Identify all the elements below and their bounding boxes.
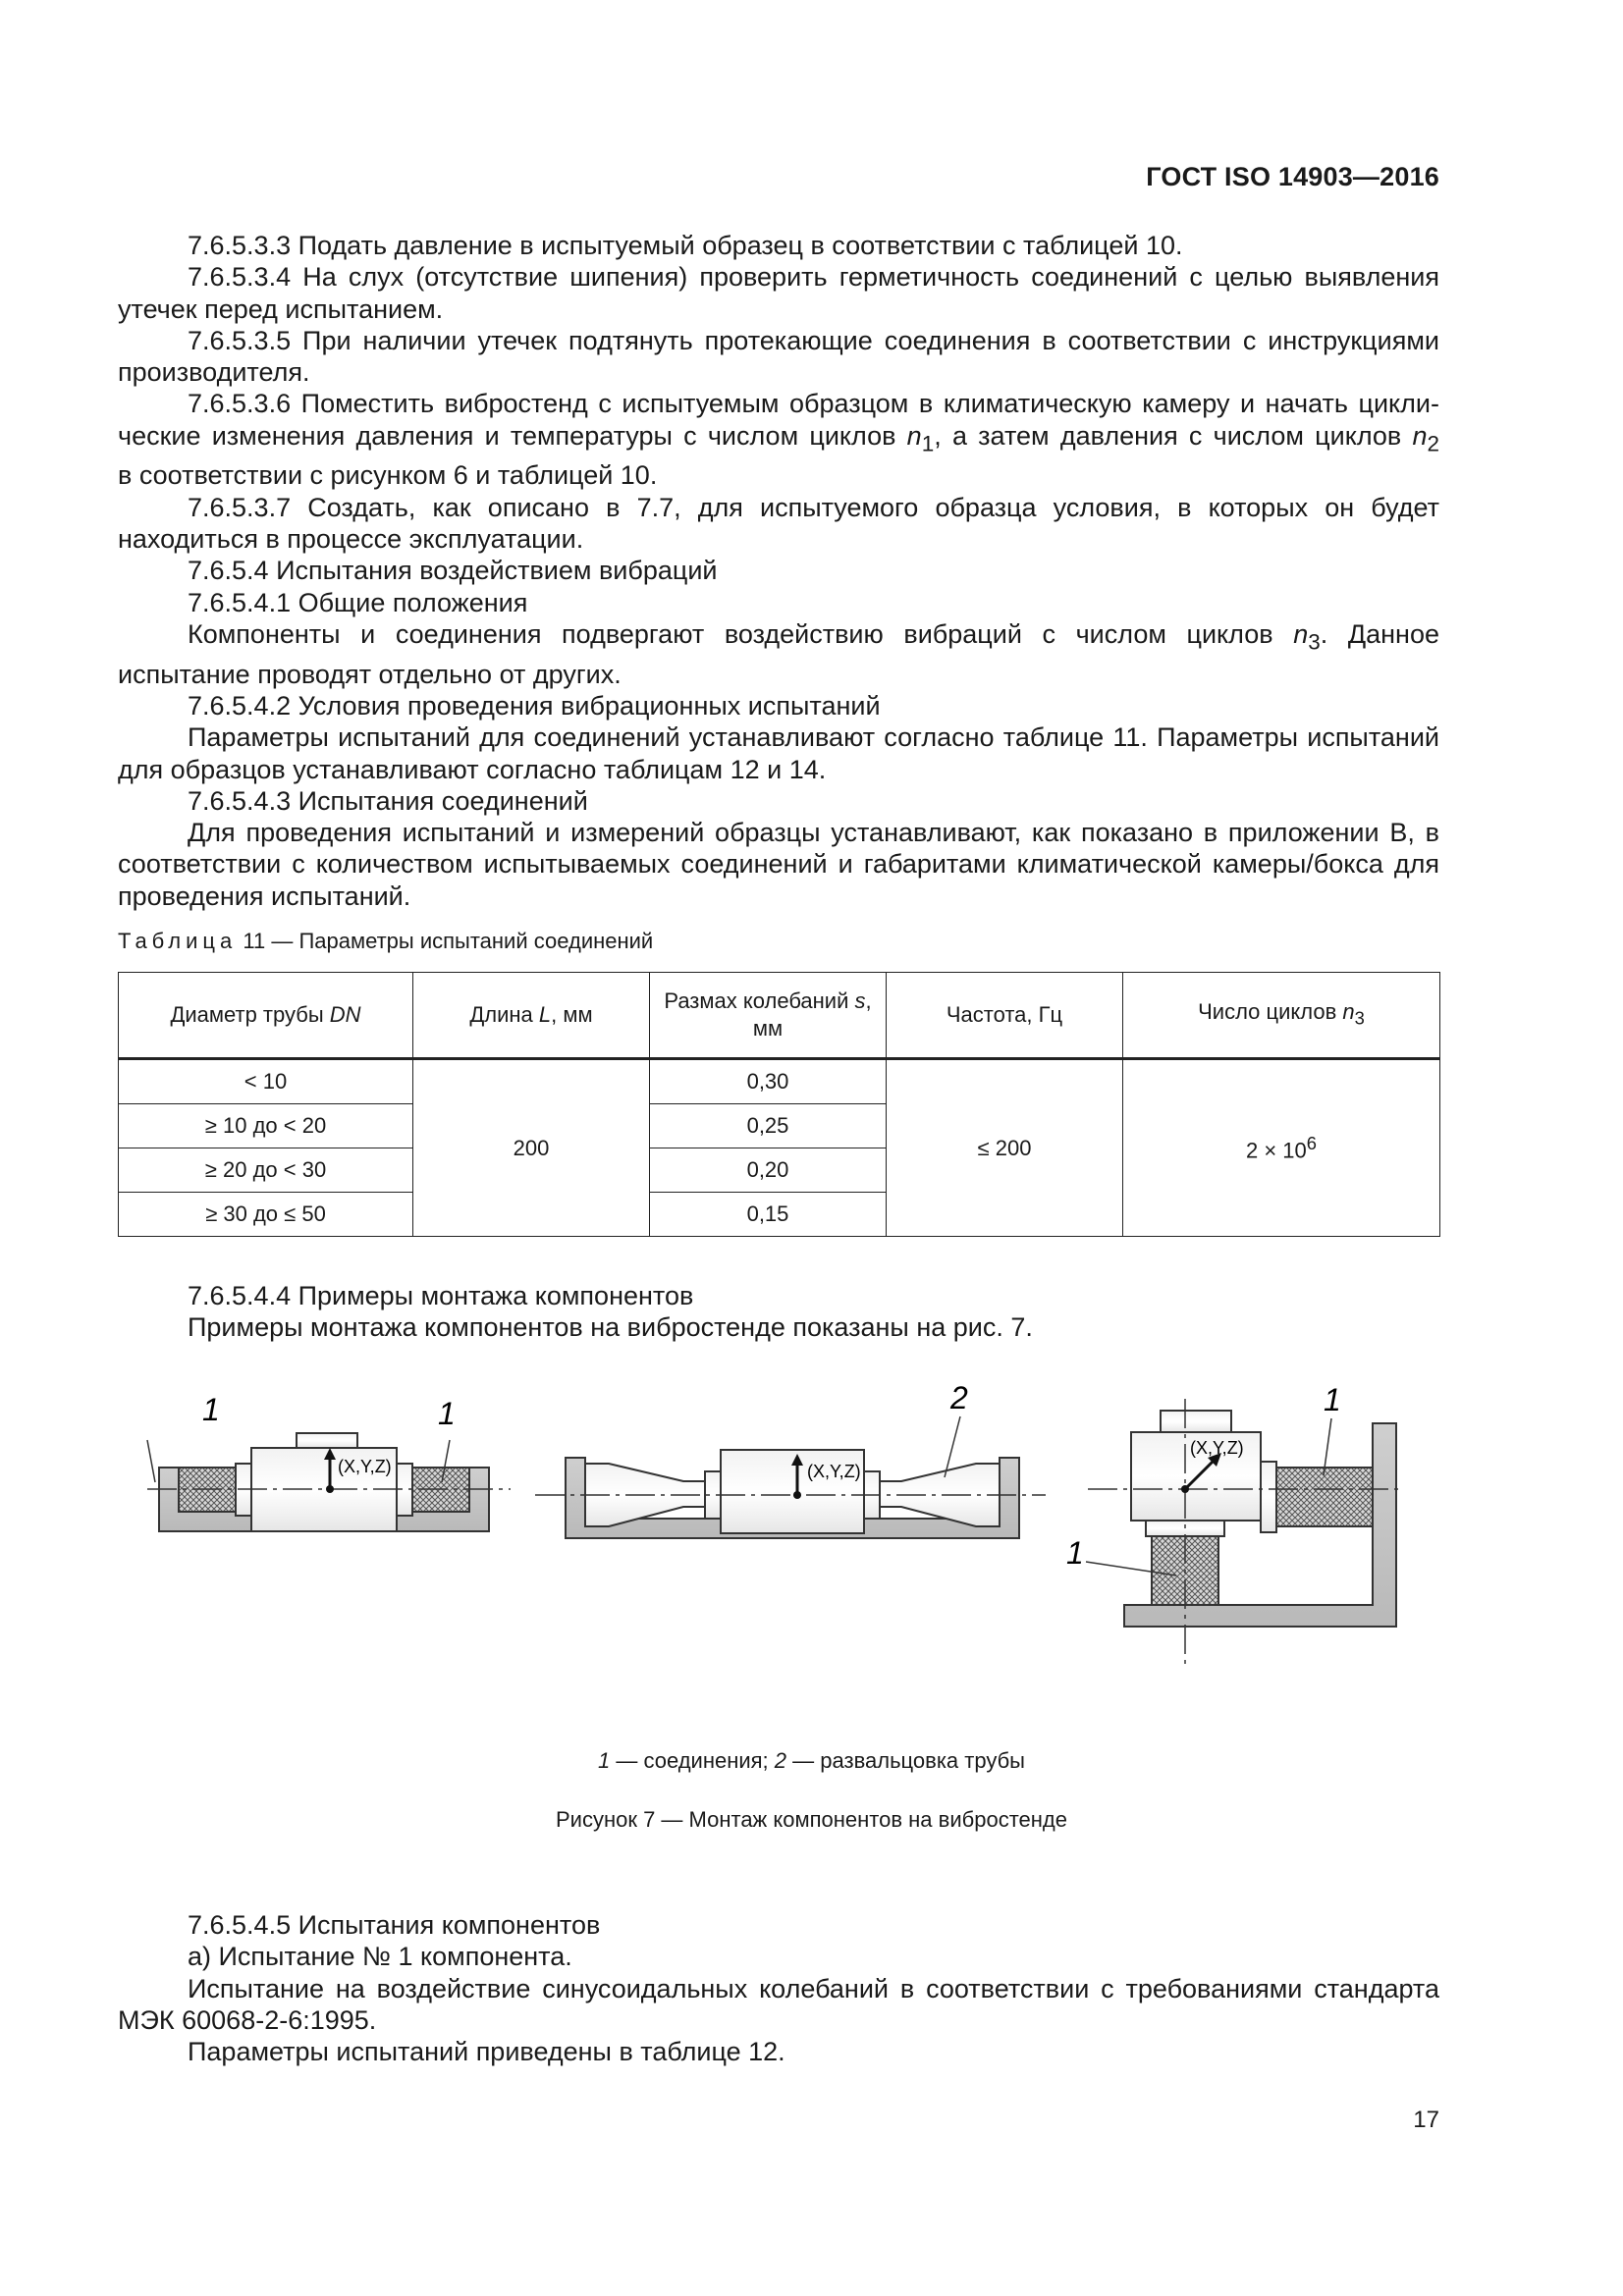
cycles-exponent: 6 <box>1306 1132 1317 1153</box>
header-text: Размах колебаний <box>664 988 855 1013</box>
paragraph-7-6-5-3-3: 7.6.5.3.3 Подать давление в испытуемый образец в соответствии с таблицей 10. <box>188 231 1183 260</box>
parameters-table <box>118 972 1440 1237</box>
component-top-cap <box>297 1433 357 1448</box>
cell-diameter: ≥ 30 до ≤ 50 <box>119 1193 413 1237</box>
cell-amplitude: 0,25 <box>650 1104 887 1148</box>
cycles-base: 2 × 10 <box>1246 1138 1307 1163</box>
diagram-3 <box>1066 1382 1404 1664</box>
cell-diameter: ≥ 10 до < 20 <box>119 1104 413 1148</box>
paragraph-general <box>118 618 1439 690</box>
cell-cycles <box>1123 1059 1440 1237</box>
heading-7-6-5-4: 7.6.5.4 Испытания воздействием вибраций <box>188 556 718 586</box>
paragraph-7-6-5-3-6-end: в соответствии с рисунком 6 и таблицей 10. <box>118 460 658 491</box>
header-cycles <box>1123 973 1440 1059</box>
axis-label: (X,Y,Z) <box>807 1462 861 1481</box>
subscript: 3 <box>1308 629 1321 655</box>
cell-frequency: ≤ 200 <box>887 1059 1123 1237</box>
cell-amplitude: 0,30 <box>650 1059 887 1104</box>
connector-side <box>1261 1462 1276 1532</box>
heading-7-6-5-4-1: 7.6.5.4.1 Общие положения <box>188 587 528 617</box>
variable-n: n <box>906 420 922 451</box>
table-caption <box>118 929 653 954</box>
paragraph-mounting-examples: Примеры монтажа компонентов на вибростенде показаны на рис. 7. <box>188 1312 1033 1343</box>
header-italic: n <box>1342 998 1355 1024</box>
cell-diameter: < 10 <box>119 1059 413 1104</box>
paragraph-table-ref: Параметры испытаний приведены в таблице 12. <box>188 2037 785 2067</box>
header-italic: L <box>538 1002 552 1027</box>
header-text: Длина <box>469 1002 539 1027</box>
cell-diameter: ≥ 20 до < 30 <box>119 1148 413 1193</box>
figure-7-mounting-diagram <box>137 1379 1434 1723</box>
body-text <box>118 230 1439 912</box>
variable-n: n <box>1412 420 1428 451</box>
header-diameter <box>119 973 413 1059</box>
paragraph-7-6-5-3-4: 7.6.5.3.4 На слух (отсутствие шипения) проверить герметичность соединений с целью выявления утечек перед испытанием. <box>118 262 1439 324</box>
figure-legend <box>0 1748 1623 1774</box>
page-number: 17 <box>1413 2107 1439 2133</box>
heading-7-6-5-4-5: 7.6.5.4.5 Испытания компонентов <box>188 1910 601 1940</box>
header-length <box>413 973 650 1059</box>
header-text: Число циклов <box>1198 998 1343 1024</box>
label-joint: 1 <box>438 1396 456 1431</box>
subscript: 3 <box>1354 1007 1365 1029</box>
heading-7-6-5-4-3: 7.6.5.4.3 Испытания соединений <box>188 785 588 816</box>
joint-side <box>1276 1468 1373 1526</box>
header-frequency: Частота, Гц <box>887 973 1123 1059</box>
text-fragment: , а затем давления с числом циклов <box>934 420 1413 451</box>
subscript: 2 <box>1427 431 1440 456</box>
header-text: , <box>865 988 872 1013</box>
diagram-1 <box>147 1392 511 1531</box>
table-header-row <box>119 973 1440 1059</box>
axis-label: (X,Y,Z) <box>1190 1438 1244 1458</box>
header-italic: s <box>854 988 866 1013</box>
legend-text: — развальцовка трубы <box>786 1748 1025 1773</box>
paragraph-7-6-5-3-6: 7.6.5.3.6 Поместить вибростенд с испытуемым образцом в климатическую камеру и начать цикли- <box>188 389 1439 419</box>
text-fragment: . Данное испытание проводят отдельно от других. <box>118 618 1439 689</box>
header-amplitude <box>650 973 887 1059</box>
component-top-cap <box>1161 1411 1231 1432</box>
paragraph-sinusoidal-test: Испытание на воздействие синусоидальных колебаний в соответствии с требованиями стандарта МЭК 60068-2-6:1995. <box>118 1973 1439 2035</box>
legend-text: — соединения; <box>610 1748 775 1773</box>
cell-amplitude: 0,20 <box>650 1148 887 1193</box>
document-header: ГОСТ ISO 14903—2016 <box>1146 162 1439 191</box>
subscript: 1 <box>921 431 935 456</box>
variable-n: n <box>1293 618 1309 649</box>
paragraph-joints-testing: Для проведения испытаний и измерений образцы устанавливают, как показано в приложении В, в соответствии с количеством испытываемых соединений и габаритами климатической камеры/бокса для проведения испытаний. <box>118 818 1439 911</box>
table-caption-word: Таблица <box>118 929 238 953</box>
figure-caption: Рисунок 7 — Монтаж компонентов на вибростенде <box>555 1807 1067 1832</box>
leader-line <box>147 1440 155 1482</box>
header-text: , мм <box>551 1002 593 1027</box>
cell-amplitude: 0,15 <box>650 1193 887 1237</box>
section-mounting-examples <box>118 1280 1439 1344</box>
paragraph-7-6-5-3-7: 7.6.5.3.7 Создать, как описано в 7.7, для испытуемого образца условия, в которых он будет находиться в процессе эксплуатации. <box>118 492 1439 555</box>
diagram-2 <box>535 1380 1046 1538</box>
section-component-testing <box>118 1909 1439 2067</box>
table-row <box>119 1059 1440 1104</box>
text-fragment: ческие изменения давления и температуры с числом циклов <box>118 420 907 451</box>
label-joint: 1 <box>202 1392 220 1427</box>
axis-label: (X,Y,Z) <box>338 1457 392 1476</box>
paragraph-7-6-5-3-5: 7.6.5.3.5 При наличии утечек подтянуть протекающие соединения в соответствии с инструкциями производителя. <box>118 325 1439 388</box>
header-text: мм <box>752 1016 784 1041</box>
text-fragment: Компоненты и соединения подвергают воздействию вибраций с числом циклов <box>188 618 1294 649</box>
legend-key: 1 <box>597 1748 611 1773</box>
heading-7-6-5-4-2: 7.6.5.4.2 Условия проведения вибрационных испытаний <box>188 690 881 721</box>
header-text: Диаметр трубы <box>170 1002 330 1027</box>
label-joint: 1 <box>1066 1535 1084 1571</box>
legend-key: 2 <box>774 1748 787 1773</box>
list-item-a: а) Испытание № 1 компонента. <box>188 1942 572 1972</box>
table-caption-text: 11 — Параметры испытаний соединений <box>237 929 654 953</box>
heading-7-6-5-4-4: 7.6.5.4.4 Примеры монтажа компонентов <box>188 1281 694 1310</box>
paragraph-7-6-5-3-6-cont <box>118 420 1439 460</box>
paragraph-conditions: Параметры испытаний для соединений устанавливают согласно таблице 11. Параметры испытаний для образцов устанавливают согласно таблицам 12 и 14. <box>118 722 1439 784</box>
label-joint: 1 <box>1324 1382 1341 1417</box>
cell-length: 200 <box>413 1059 650 1237</box>
header-italic: DN <box>329 1002 361 1027</box>
label-tube-flare: 2 <box>950 1380 968 1415</box>
